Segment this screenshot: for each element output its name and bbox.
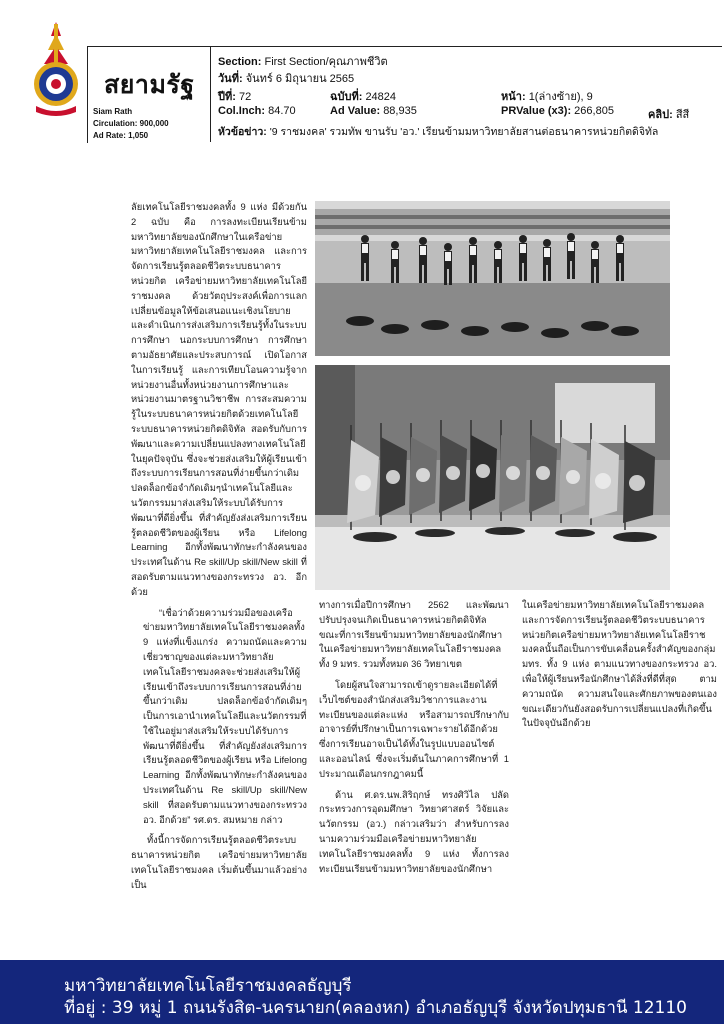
clip-field: คลิป: สีสี (648, 109, 690, 121)
advalue-field: Ad Value: 88,935 (330, 105, 417, 117)
clipping-header (87, 46, 722, 143)
publication-name: สยามรัฐ (104, 70, 195, 99)
circulation: Circulation: 900,000 (93, 119, 169, 128)
footer-university-name: มหาวิทยาลัยเทคโนโลยีราชมงคลธัญบุรี (64, 976, 352, 996)
page-field: หน้า: 1(ล่างซ้าย), 9 (501, 91, 593, 103)
footer-address: ที่อยู่ : 39 หมู่ 1 ถนนรังสิต-นครนายก(คลองหก) อำเภอธัญบุรี จังหวัดปทุมธานี 12110 (64, 998, 687, 1018)
headline-field: หัวข้อข่าว: '9 ราชมงคล' รวมทัพ ขานรับ 'อว.' เรียนข้ามมหาวิทยาลัยสานต่อธนาคารหน่วยกิตดิจิทัล (218, 126, 659, 138)
publication-info (88, 47, 211, 142)
footer-bar (0, 960, 724, 1024)
article-column-right (522, 598, 717, 737)
year-field: ปีที่: 72 (218, 91, 252, 103)
issue-field: ฉบับที่: 24824 (330, 91, 397, 103)
article-paragraph: ลัยเทคโนโลยีราชมงคลทั้ง 9 แห่ง มีด้วยกัน 2 ฉบับ คือ การลงทะเบียนเรียนข้ามมหาวิทยาลัยของนักศึกษาในเครือข่ายมหาวิทยาลัยเทคโนโลยีราชมงคล และการจัดการเรียนรู้ตลอดชีวิตระบบธนาคารหน่วยกิต เครือข่ายมหาวิทยาลัยเทคโนโลยีราชมงคล ด้วยวัตถุประสงค์เพื่อการแลกเปลี่ยนข้อมูลให้ข้อเสนอแนะเชิงนโยบาย และดำเนินการส่งเสริมการเรียนรู้ทั้งในระบบการศึกษา นอกระบบการศึกษา การศึกษาตามอัธยาศัยและประสบการณ์ เปิดโอกาสในการเรียนรู้ และการเทียบโอนความรู้จากหน่วยงานอื่นทั้งหน่วยงานการศึกษาและหน่วยงานมาตรฐานวิชาชีพ การสะสมความรู้ในระบบธนาคารหน่วยกิตด้วยเทคโนโลยีระบบธนาคารหน่วยกิตดิจิทัล สอดรับกับการพัฒนาและความเปลี่ยนแปลงทางเทคโนโลยีในยุคปัจจุบัน ซึ่งจะช่วยส่งเสริมให้ผู้เรียนเข้าถึงระบบการเรียนการสอนที่ง่ายขึ้นกว่าเดิม ปลดล็อกข้อจำกัดเดิมๆนำเทคโนโลยีและนวัตกรรมมาส่งเสริมให้ระบบได้รับการพัฒนาที่ดียิ่งขึ้น ที่สำคัญยังส่งเสริมการเรียนรู้ตลอดชีวิตของผู้เรียน หรือ Lifelong Learning อีกทั้งพัฒนาทักษะกำลังคนของประเทศในด้าน Re skill/Up skill/New skill ที่สอดรับตามแนวทางของกระทรวง อว. อีกด้วย (131, 201, 307, 597)
prvalue-field: PRValue (x3): 266,805 (501, 105, 614, 117)
university-flags-photo (315, 365, 670, 590)
ad-rate: Ad Rate: 1,050 (93, 131, 149, 140)
section-field: Section: First Section/คุณภาพชีวิต (218, 56, 388, 68)
publication-name-en: Siam Rath (93, 107, 133, 116)
article-paragraph: ในเครือข่ายมหาวิทยาลัยเทคโนโลยีราชมงคลและการจัดการเรียนรู้ตลอดชีวิตระบบธนาคารหน่วยกิตเครือข่ายมหาวิทยาลัยเทคโนโลยีราชมงคลนั้นถือเป็นการขับเคลื่อนครั้งสำคัญของกลุ่ม มทร. ทั้ง 9 แห่ง ตามแนวทางของกระทรวง อว. เพื่อให้ผู้เรียนหรือนักศึกษาได้สิ่งที่ดีที่สุด ตามความถนัด ความสนใจและศักยภาพของตนเอง ขณะเดียวกันยังสอดรับการเปลี่ยนแปลงที่เกิดขึ้นในปัจจุบันอีกด้วย (522, 599, 717, 729)
article-paragraph: ทั้งนี้การจัดการเรียนรู้ตลอดชีวิตระบบธนาคารหน่วยกิต เครือข่ายมหาวิทยาลัยเทคโนโลยีราชมงคล เริ่มต้นขึ้นมาแล้วอย่างเป็น (131, 834, 307, 890)
date-field: วันที่: จันทร์ 6 มิถุนายน 2565 (218, 73, 355, 85)
article-paragraph: ด้าน ศ.ดร.นพ.สิริฤกษ์ ทรงศิวิไล ปลัดกระทรวงการอุดมศึกษา วิทยาศาสตร์ วิจัยและนวัตกรรม (อว.) กล่าวเสริมว่า สำหรับการลงนามความร่วมมือเครือข่ายมหาวิทยาลัยเทคโนโลยีราชมงคลทั้ง 9 แห่ง ทั้งการลงทะเบียนเรียนข้ามมหาวิทยาลัยของนักศึกษา (319, 788, 509, 874)
article-paragraph: ทางการเมื่อปีการศึกษา 2562 และพัฒนาปรับปรุงจนเกิดเป็นธนาคารหน่วยกิตดิจิทัล ขณะที่การเรียนข้ามมหาวิทยาลัยของนักศึกษาในเครือข่ายมหาวิทยาลัยเทคโนโลยีราชมงคลทั้ง 9 มทร. รวมทั้งหมด 36 วิทยาเขต (319, 599, 509, 670)
colinch-field: Col.Inch: 84.70 (218, 105, 296, 117)
article-paragraph: โดยผู้สนใจสามารถเข้าดูรายละเอียดได้ที่เว็บไซต์ของสำนักส่งเสริมวิชาการและงานทะเบียนของแต่ละแห่ง หรือสามารถปรึกษากับอาจารย์ที่ปรึกษาเป็นการเฉพาะรายได้อีกด้วย ซึ่งการเรียนอาจเป็นได้ทั้งในรูปแบบออนไซต์และออนไลน์ ซึ่งจะเริ่มต้นในภาคการศึกษาที่ 1 ประมาณเดือนกรกฎาคมนี้ (319, 678, 509, 779)
article-column-middle (319, 598, 509, 882)
article-column-left (131, 200, 307, 899)
university-crest-logo (28, 20, 84, 118)
students-jumping-photo (315, 201, 670, 356)
article-quote: “เชื่อว่าด้วยความร่วมมือของเครือข่ายมหาวิทยาลัยเทคโนโลยีราชมงคลทั้ง 9 แห่งที่แข็งแกร่ง ความถนัดและความเชี่ยวชาญของแต่ละมหาวิทยาลัยเทคโนโลยีราชมงคลจะช่วยส่งเสริมให้ผู้เรียนเข้าถึงระบบการเรียนการสอนที่ง่ายขึ้นกว่าเดิม ปลดล็อกข้อจำกัดเดิมๆเป็นการเอานำเทคโนโลยีและนวัตกรรมที่ใช้ในอยู่มาส่งเสริมให้ระบบได้รับการพัฒนาที่ดียิ่งขึ้น ที่สำคัญยังส่งเสริมการเรียนรู้ตลอดชีวิตของผู้เรียน หรือ Lifelong Learning อีกทั้งพัฒนาทักษะกำลังคนของประเทศในด้าน Re skill/Up skill/New skill ที่สอดรับตามแนวทางของกระทรวง อว. อีกด้วย” รศ.ดร. สมหมาย กล่าว (143, 606, 307, 825)
